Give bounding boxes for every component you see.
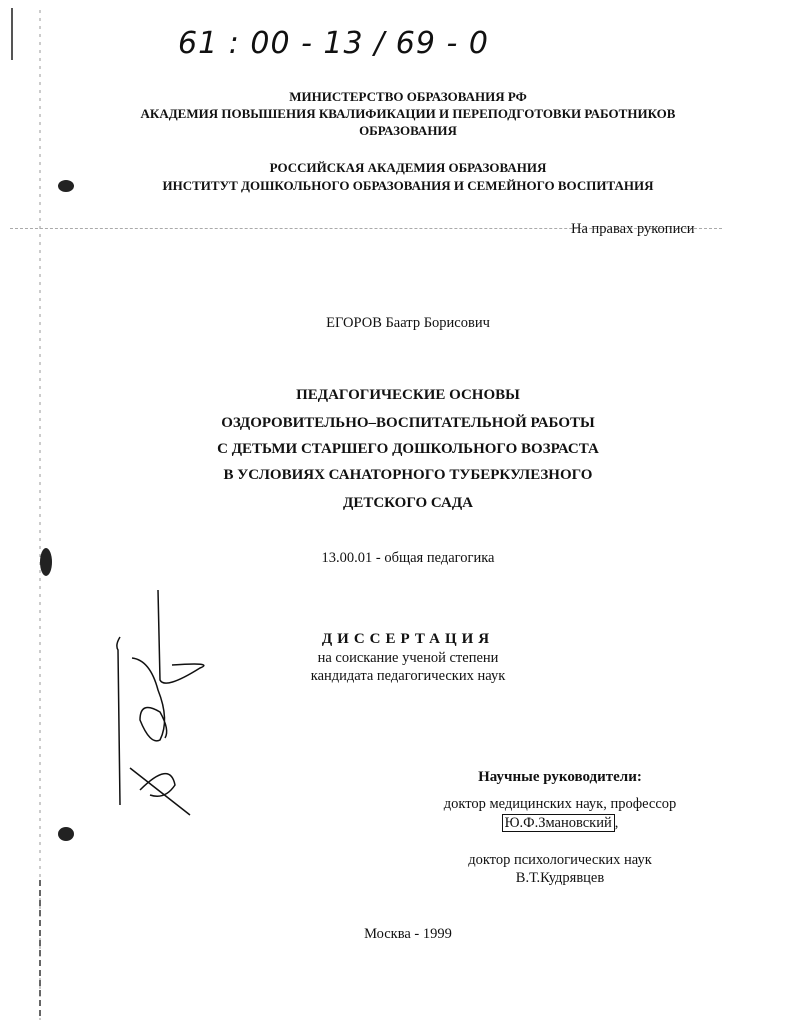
academy-heading-line2: ОБРАЗОВАНИЯ <box>359 123 457 138</box>
dissertation-degree-line1: на соискание ученой степени <box>317 650 499 666</box>
handwritten-catalog-code: 61 : 00 - 13 / 69 - 0 <box>178 26 489 61</box>
supervisors-heading: Научные руководители: <box>478 769 642 785</box>
supervisor1-name: Ю.Ф.Змановский <box>502 814 615 832</box>
ministry-heading: МИНИСТЕРСТВО ОБРАЗОВАНИЯ РФ <box>289 89 527 104</box>
specialty-code: 13.00.01 - общая педагогика <box>321 550 495 566</box>
dissertation-degree-line2: кандидата педагогических наук <box>310 668 506 684</box>
title-line: ДЕТСКОГО САДА <box>343 495 473 511</box>
title-line: С ДЕТЬМИ СТАРШЕГО ДОШКОЛЬНОГО ВОЗРАСТА <box>217 441 599 457</box>
academy-heading-line1: АКАДЕМИЯ ПОВЫШЕНИЯ КВАЛИФИКАЦИИ И ПЕРЕПОДГОТОВКИ РАБОТНИКОВ <box>140 106 676 121</box>
title-line: ОЗДОРОВИТЕЛЬНО–ВОСПИТАТЕЛЬНОЙ РАБОТЫ <box>221 415 595 431</box>
title-line: ПЕДАГОГИЧЕСКИЕ ОСНОВЫ <box>296 387 520 403</box>
dissertation-label: ДИССЕРТАЦИЯ <box>321 631 495 647</box>
author-name: ЕГОРОВ Баатр Борисович <box>326 315 490 331</box>
supervisor1-degree: доктор медицинских наук, профессор <box>443 796 677 812</box>
institute-heading: ИНСТИТУТ ДОШКОЛЬНОГО ОБРАЗОВАНИЯ И СЕМЕЙНОГО ВОСПИТАНИЯ <box>162 178 654 193</box>
manuscript-rights: На правах рукописи <box>571 221 695 237</box>
supervisor2-degree: доктор психологических наук <box>468 852 652 868</box>
rao-heading: РОССИЙСКАЯ АКАДЕМИЯ ОБРАЗОВАНИЯ <box>269 160 547 175</box>
title-line: В УСЛОВИЯХ САНАТОРНОГО ТУБЕРКУЛЕЗНОГО <box>223 467 593 483</box>
supervisor2-name: В.Т.Кудрявцев <box>515 870 605 886</box>
city-year: Москва - 1999 <box>364 926 452 942</box>
supervisor1-comma: , <box>614 815 619 831</box>
